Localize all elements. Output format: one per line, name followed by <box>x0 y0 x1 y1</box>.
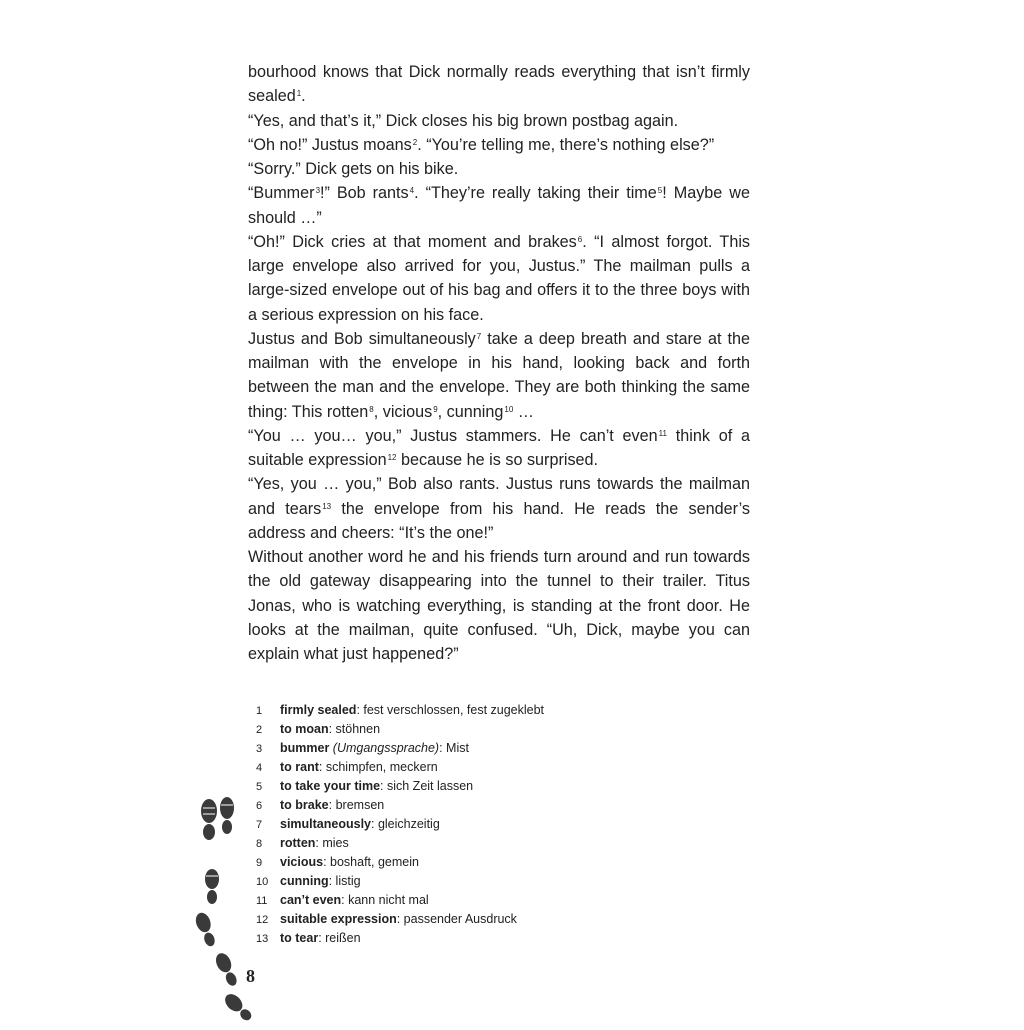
paragraph <box>248 133 750 157</box>
footnote-translation: : passender Ausdruck <box>396 912 517 926</box>
text-run: “Yes, you … you,” Bob also rants. Justus runs towards the mailman and tears <box>248 475 750 518</box>
text-run: “Bummer <box>248 184 315 203</box>
footnote-number: 9 <box>256 857 263 869</box>
text-run: think of a suitable expression <box>248 426 750 469</box>
footnote-note: (Umgangssprache) <box>329 741 440 755</box>
footnote-item <box>252 910 672 929</box>
text-run: . “I almost forgot. This large envelope also arrived for you, Justus.” The mailman pulls a large-sized envelope out of his bag and offers it to the three boys with a serious expression on his face. <box>248 232 751 324</box>
footnote-translation: : schimpfen, meckern <box>318 760 438 774</box>
footprint-icon <box>187 907 225 953</box>
text-run: take a deep breath and stare at the mailman with the envelope in his hand, looking back and forth between the man and the envelope. They are both thinking the same thing: This rotten <box>248 329 750 421</box>
footnote-number: 12 <box>256 914 269 926</box>
footnote-term: can’t even <box>280 893 342 907</box>
footnote-translation: : fest verschlossen, fest zugeklebt <box>356 703 545 717</box>
footnote-item <box>252 929 672 948</box>
footnote-term: to brake <box>280 798 329 812</box>
footnote-translation: : bremsen <box>328 798 385 812</box>
footnote-term: to moan <box>280 722 329 736</box>
footnote-term: simultaneously <box>280 817 371 831</box>
footnote-marker: 12 <box>387 453 397 462</box>
footnote-translation: : gleichzeitig <box>371 817 440 831</box>
paragraph <box>248 60 750 109</box>
footnote-translation: : listig <box>328 874 361 888</box>
text-run: “You … you… you,” Justus stammers. He can’t even <box>248 426 658 445</box>
footnote-item <box>252 720 672 739</box>
text-run: … <box>513 402 534 421</box>
footnote-marker: 13 <box>322 501 332 511</box>
footprint-icon <box>217 796 237 836</box>
footnote-translation: : reißen <box>318 931 361 945</box>
footnote-term: suitable expression <box>280 912 397 926</box>
footnote-item <box>252 891 672 910</box>
footnote-marker: 8 <box>369 404 374 414</box>
text-run: ! Maybe we should …” <box>248 184 750 227</box>
footnote-number: 7 <box>256 819 263 831</box>
footnote-term: to rant <box>280 760 319 774</box>
footnote-number: 6 <box>256 800 263 812</box>
footnote-translation: : boshaft, gemein <box>323 855 419 869</box>
paragraph <box>248 157 750 181</box>
footnote-marker: 3 <box>315 186 321 196</box>
page-number: 8 <box>246 966 255 986</box>
footnote-number: 11 <box>256 895 268 907</box>
text-run: “Sorry.” Dick gets on his bike. <box>248 160 459 178</box>
footnote-marker: 11 <box>658 428 667 438</box>
footnote-term: to take your time <box>280 779 381 793</box>
text-run: !” Bob rants <box>320 184 409 203</box>
footnote-term: cunning <box>280 874 329 888</box>
footnote-translation: : mies <box>315 836 349 850</box>
footnote-item <box>252 739 672 758</box>
paragraph <box>248 230 750 327</box>
footnote-marker: 2 <box>412 137 418 147</box>
paragraph <box>248 109 750 133</box>
footnote-item <box>252 701 672 720</box>
text-run: . “You’re telling me, there’s nothing else?” <box>417 135 715 154</box>
footnote-item <box>252 834 672 853</box>
text-run: “Oh no!” Justus moans <box>248 135 412 154</box>
footnote-item <box>252 872 672 891</box>
footnote-item <box>252 796 672 815</box>
text-run: . <box>301 87 306 106</box>
footnote-translation: : kann nicht mal <box>341 893 429 907</box>
main-text <box>248 60 750 666</box>
paragraph <box>248 327 750 424</box>
paragraph <box>248 181 750 230</box>
footnote-number: 2 <box>256 724 263 736</box>
text-run: bourhood knows that Dick normally reads everything that isn’t firmly sealed <box>248 63 750 106</box>
footnote-translation: : Mist <box>439 741 469 755</box>
text-run: , cunning <box>437 402 504 421</box>
text-run: Without another word he and his friends turn around and run towards the old gateway disappearing into the tunnel to their trailer. Titus Jonas, who is watching everything, is standing at the front door. He looks at the mailman, quite confused. “Uh, Dick, maybe you can explain what just happened?” <box>248 548 750 663</box>
text-run: Justus and Bob simultaneously <box>248 329 476 348</box>
text-run: the envelope from his hand. He reads the sender’s address and cheers: “It’s the one!” <box>248 499 750 542</box>
footnote-term: vicious <box>280 855 324 869</box>
footnote-translation: : stöhnen <box>328 722 381 736</box>
paragraph <box>248 545 750 666</box>
footnote-marker: 9 <box>433 404 438 414</box>
text-run: “Yes, and that’s it,” Dick closes his big brown postbag again. <box>248 111 679 130</box>
footnote-marker: 5 <box>657 186 663 196</box>
footnote-marker: 10 <box>504 404 514 414</box>
footnote-item <box>252 777 672 796</box>
footnote-term: firmly sealed <box>280 703 357 717</box>
footnote-term: rotten <box>280 836 316 850</box>
footnote-marker: 4 <box>409 186 415 196</box>
footnote-term: to tear <box>280 931 319 945</box>
footnote-number: 4 <box>256 762 263 774</box>
footprint-icon <box>203 868 221 906</box>
footnote-marker: 1 <box>296 89 302 99</box>
paragraph <box>248 424 750 473</box>
text-run: because he is so surprised. <box>396 451 599 469</box>
footnote-number: 3 <box>256 743 263 755</box>
footnote-term: bummer <box>280 741 330 755</box>
footnote-number: 8 <box>256 838 263 850</box>
footnote-number: 10 <box>256 876 269 888</box>
footnotes <box>252 701 672 948</box>
text-run: . “They’re really taking their time <box>414 184 657 203</box>
text-run: “Oh!” Dick cries at that moment and brakes <box>248 232 577 251</box>
footnote-item <box>252 853 672 872</box>
footnote-number: 5 <box>256 781 263 793</box>
text-run: , vicious <box>373 402 433 421</box>
paragraph <box>248 472 750 545</box>
footnote-translation: : sich Zeit lassen <box>380 779 474 793</box>
footnote-marker: 7 <box>476 331 482 341</box>
footnote-number: 1 <box>256 705 263 717</box>
footnote-marker: 6 <box>577 234 583 244</box>
footnote-number: 13 <box>256 933 269 945</box>
footnote-item <box>252 758 672 777</box>
footnote-item <box>252 815 672 834</box>
